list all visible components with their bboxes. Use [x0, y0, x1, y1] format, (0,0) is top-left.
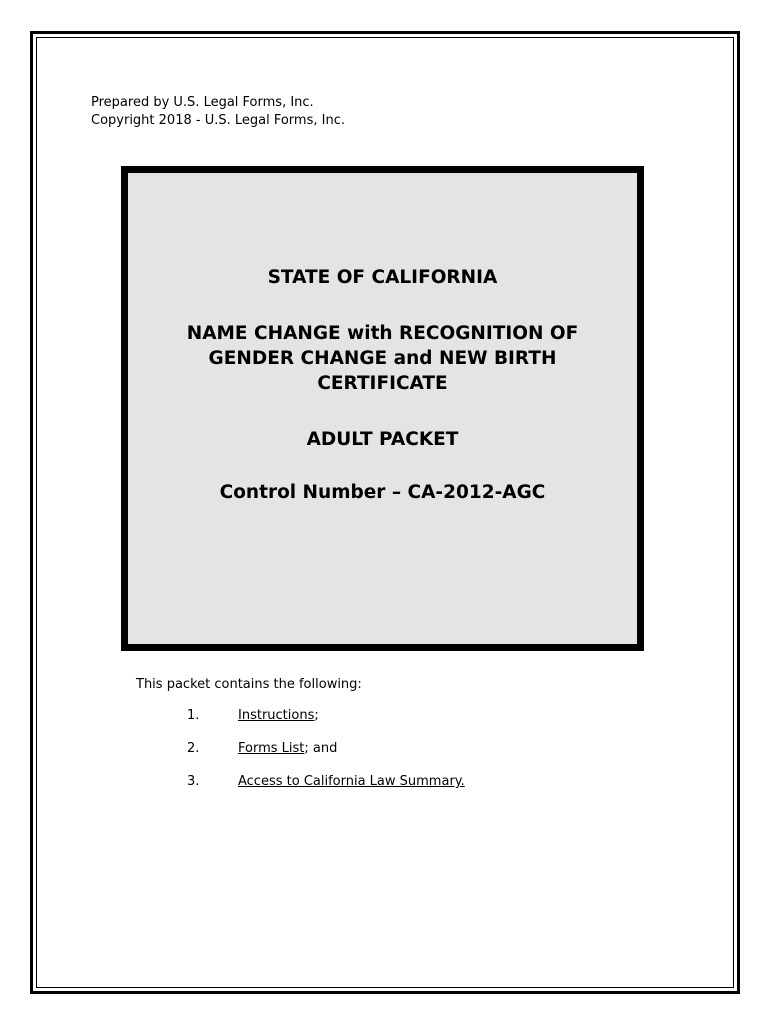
list-item-number: 2.: [187, 741, 200, 756]
document-title-line: CERTIFICATE: [317, 373, 448, 394]
state-heading: STATE OF CALIFORNIA: [267, 267, 498, 288]
prepared-by-text: Prepared by U.S. Legal Forms, Inc.: [91, 95, 314, 110]
copyright-text: Copyright 2018 - U.S. Legal Forms, Inc.: [91, 113, 345, 128]
packet-type: ADULT PACKET: [306, 429, 459, 450]
list-item-suffix: ;: [314, 708, 319, 723]
document-title: [148, 321, 617, 396]
contents-intro: This packet contains the following:: [136, 677, 362, 692]
list-item-text: [238, 773, 465, 791]
list-item-suffix: ; and: [304, 741, 338, 756]
list-item-text: [238, 707, 319, 725]
forms-list-link[interactable]: Forms List: [238, 741, 305, 756]
title-box: [121, 166, 644, 651]
law-summary-link[interactable]: Access to California Law Summary.: [238, 774, 465, 789]
instructions-link[interactable]: Instructions: [238, 708, 315, 723]
list-item-number: 3.: [187, 774, 200, 789]
list-item-number: 1.: [187, 708, 200, 723]
document-title-line: GENDER CHANGE and NEW BIRTH: [208, 348, 557, 369]
prepared-by-block: [91, 94, 345, 130]
document-title-line: NAME CHANGE with RECOGNITION OF: [186, 323, 579, 344]
list-item-text: [238, 740, 337, 758]
control-number: Control Number – CA-2012-AGC: [219, 482, 546, 503]
